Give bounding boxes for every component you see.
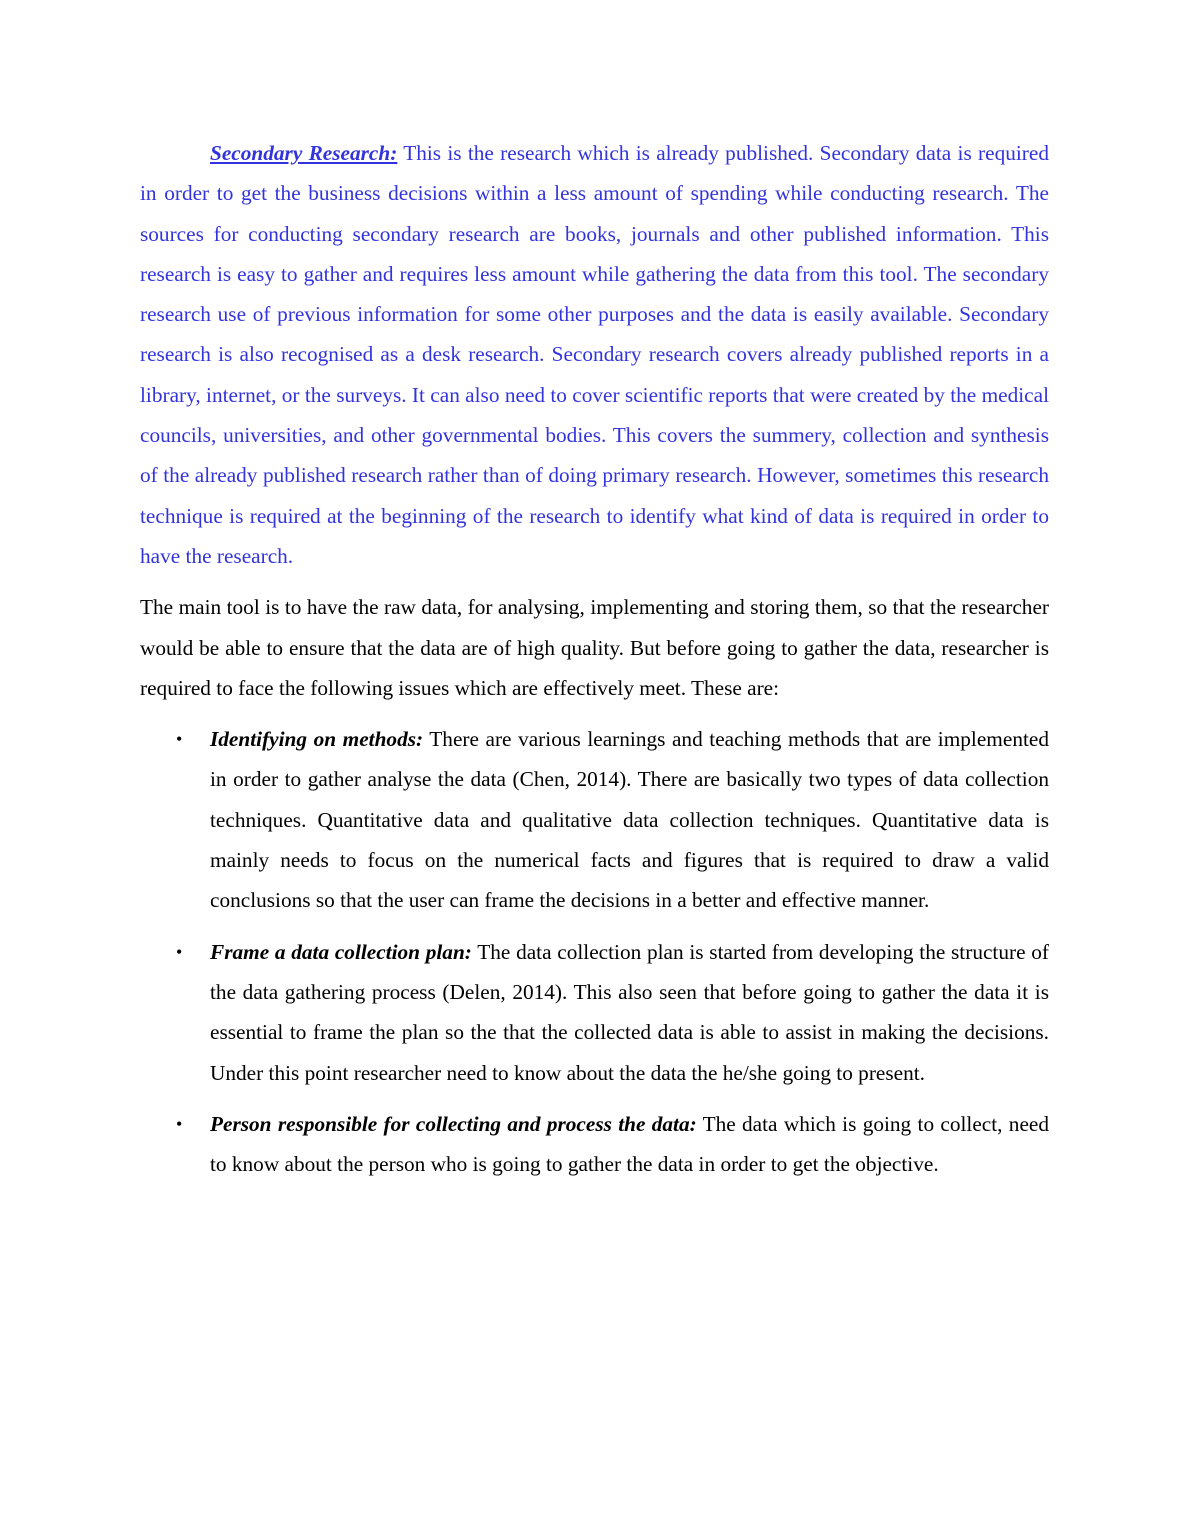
secondary-research-heading: Secondary Research: [210, 141, 398, 165]
bullet-icon: • [176, 729, 183, 750]
issue-text: There are various learnings and teaching methods that are implemented in order to gather analyse the data (Chen, 2014). There are basically two types of data collection techniques. Quantitative data and qualitative data collection techniques. Quantitative data is mainly needs to focus on the numerical facts and figures that is required to draw a valid conclusions so that the user can frame the decisions in a better and effective manner. [210, 727, 1049, 913]
secondary-research-text: This is the research which is already published. Secondary data is required in order to get the business decisions within a less amount of spending while conducting research. The sources for conducting secondary research are books, journals and other published information. This research is easy to gather and requires less amount while gathering the data from this tool. The secondary research use of previous information for some other purposes and the data is easily available. Secondary research is also recognised as a desk research. Secondary research covers already published reports in a library, internet, or the surveys. It can also need to cover scientific reports that were created by the medical councils, universities, and other governmental bodies. This covers the summery, collection and synthesis of the already published research rather than of doing primary research. However, sometimes this research technique is required at the beginning of the research to identify what kind of data is required in order to have the research. [140, 141, 1049, 568]
issue-text: The data which is going to collect, need to know about the person who is going to gather the data in order to get the objective. [210, 1111, 1049, 1177]
issue-text: The data collection plan is started from developing the structure of the data gathering process (Delen, 2014). This also seen that before going to gather the data it is essential to frame the plan so the that the collected data is able to assist in making the decisions. Under this point researcher need to know about the data the he/she going to present. [210, 939, 1049, 1085]
issue-term: Person responsible for collecting and process the data: [210, 1111, 697, 1136]
issue-term: Frame a data collection plan: [210, 939, 472, 964]
bullet-icon: • [176, 1113, 183, 1134]
bullet-icon: • [176, 941, 183, 962]
list-item [140, 932, 1049, 1093]
secondary-research-paragraph [140, 133, 1049, 576]
issue-term: Identifying on methods: [210, 727, 424, 752]
main-tool-paragraph: The main tool is to have the raw data, for analysing, implementing and storing them, so that the researcher would be able to ensure that the data are of high quality. But before going to gather the data, researcher is required to face the following issues which are effectively meet. These are: [140, 595, 1049, 700]
issues-list [140, 719, 1049, 1184]
list-item [140, 1104, 1049, 1185]
list-item [140, 719, 1049, 920]
document-page [140, 133, 1049, 1195]
